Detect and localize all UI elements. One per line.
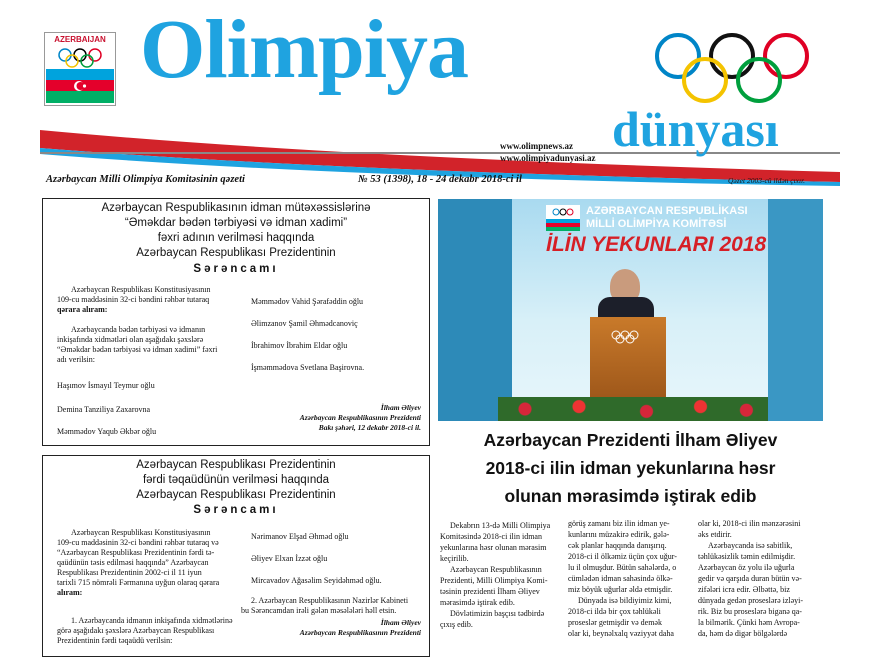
url-olimpiyadunyasi[interactable]: www.olimpiyadunyasi.az xyxy=(500,153,596,163)
decree-body: 1. Azərbaycanda idmanın inkişafında xidmətlərinə görə aşağıdakı şəxslərə Azərbaycan Respublikası Prezidentinin fərdi təqaüdü verilsin: xyxy=(57,616,233,645)
decree-name: Əliyev Elxan İzzət oğlu xyxy=(251,554,328,563)
decree-preamble: Azərbaycan Respublikası Konstitusiyasının 109-cu maddəsinin 32-ci bəndini rəhbər tutaraq qərara alıram: xyxy=(57,285,211,314)
article-column-3: olar ki, 2018-ci ilin mənzərəsini əks etdirir. Azərbaycanda isə sabitlik, təhlükəsizlik təmin edilmişdir. Azərbaycan öz yolu ilə uğurla gedir və qarşıda duran bütün və- zifələri icra edir. Əlbəttə, biz dünyada gedən proseslərə izləyi- rik. Biz bu proseslərə biganə qa- la bilmərik. Çünki həm Avropa- da, həm də digər bölgələrdə xyxy=(698,519,804,638)
crescent-star-icon xyxy=(72,79,88,93)
nok-logo-icon xyxy=(546,205,580,231)
banner-year-results: İLİN YEKUNLARI 2018 xyxy=(546,233,767,256)
olympic-rings-small-icon xyxy=(55,47,105,69)
newspaper-subtitle: dünyası xyxy=(612,101,779,157)
newspaper-title: Olimpiya xyxy=(140,3,469,96)
decree-body: Azərbaycanda bədən tərbiyəsi və idmanın inkişafında xidmətləri olan aşağıdakı şəxslərə “Əməkdar bədən tərbiyəsi və idman xadimi” fəxri adı verilsin: xyxy=(57,325,218,364)
decree-name: Əlimzanov Şamil Əhmədcanoviç xyxy=(251,319,358,328)
decree-heading: Azərbaycan Respublikasının idman mütəxəssislərinə “Əməkdar bədən tərbiyəsi və idman xadimi” fəxri adının verilməsi haqqında Azərbaycan Respublikası Prezidentinin xyxy=(101,202,371,259)
banner-line1: AZƏRBAYCAN RESPUBLİKASI xyxy=(586,205,748,217)
article-column-2: görüş zamanı biz ilin idman ye- kunlarını müzakirə edirik, gələ- cək planlar haqqında danışırıq. 2018-ci il ölkəmiz üçün çox uğur- lu il olmuşdur. Bütün sahələrdə, o cümlədən idman sahəsində ölkə- miz böyük uğurlar əldə etmişdir. Dünyada isə bildiyimiz kimi, 2018-ci ildə bir çox təhlükəli proseslər getmişdir və demək olar ki, beynəlxalq vəziyyət daha xyxy=(568,519,677,638)
banner-line2: MİLLİ OLİMPİYA KOMİTƏSİ xyxy=(586,218,727,230)
decree-name: Demina Tanziliya Zaxarovna xyxy=(57,405,151,414)
decree-name: Nərimanov Elşad Əhməd oğlu xyxy=(251,532,349,541)
decree-signature: İlham Əliyev Azərbaycan Respublikasının Prezidenti Bakı şəhəri, 12 dekabr 2018-ci il. xyxy=(299,403,421,432)
olympic-rings-icon xyxy=(650,30,820,110)
flower-decoration xyxy=(498,397,768,421)
decree-sarencam-label: Sərəncamı xyxy=(193,263,279,275)
decree-box-honorary-title xyxy=(42,198,430,446)
issue-number-date: № 53 (1398), 18 - 24 dekabr 2018-ci il xyxy=(358,174,522,185)
flag-label: AZERBAIJAN xyxy=(54,35,106,44)
decree-name: İşməmmədova Svetlana Başirovna. xyxy=(251,363,365,372)
decree-name: Mircavadov Ağasəlim Seyidəhməd oğlu. xyxy=(251,576,382,585)
decree-name: Məmmədov Vahid Şərafəddin oğlu xyxy=(251,297,364,306)
decree-name: Haşımov İsmayıl Teymur oğlu xyxy=(57,381,155,390)
article-column-1: Dekabrın 13-də Milli Olimpiya Komitəsində 2018-ci ilin idman yekunlarına həsr olunan mərasim keçirilib. Azərbaycan Respublikasının Prezidenti, Milli Olimpiya Komi- təsinin prezidenti İlham Əliyev mərasimdə iştirak edib. Dövlətimizin başçısı tədbirdə çıxış edib. xyxy=(440,521,551,629)
decree-name: İbrahimov İbrahim Eldar oğlu xyxy=(251,341,348,350)
podium-olympic-rings-icon xyxy=(610,329,646,345)
decree-box-stipend xyxy=(42,455,430,657)
founded-note: Qəzet 2003-cü ildən çıxır. xyxy=(728,176,806,185)
ceremony-photo xyxy=(438,199,823,421)
tagline: Azərbaycan Milli Olimpiya Komitəsinin qəzeti xyxy=(46,174,245,185)
decree-preamble: Azərbaycan Respublikası Konstitusiyasının 109-cu maddəsinin 32-ci bəndini rəhbər tutaraq və “Azərbaycan Respublikası Prezidentinin fərdi tə- qaüdünün təsis edilməsi haqqında” Azərbaycan Respublikası Prezidentinin 2002-ci il 11 iyun tarixli 715 nömrəli Fərmanına uyğun olaraq qərara alıram: xyxy=(57,528,220,597)
website-links xyxy=(500,140,596,164)
decree-body: 2. Azərbaycan Respublikasının Nazirlər Kabineti bu Sərəncamdan irəli gələn məsələləri həll etsin. xyxy=(241,596,409,615)
decree-name: Məmmədov Yaqub Əkbər oğlu xyxy=(57,427,157,436)
azerbaijan-olympic-flag xyxy=(44,32,116,106)
decree-heading: Azərbaycan Respublikası Prezidentinin fərdi təqaüdünün verilməsi haqqında Azərbaycan Respublikası Prezidentinin xyxy=(136,459,336,501)
decree-sarencam-label: Sərəncamı xyxy=(193,504,279,516)
article-headline: Azərbaycan Prezidenti İlham Əliyev 2018-ci ilin idman yekunlarına həsr olunan mərasimdə iştirak edib xyxy=(483,430,778,506)
decree-signature: İlham Əliyev Azərbaycan Respublikasının Prezidenti xyxy=(299,618,421,637)
url-olimpnews[interactable]: www.olimpnews.az xyxy=(500,141,574,151)
